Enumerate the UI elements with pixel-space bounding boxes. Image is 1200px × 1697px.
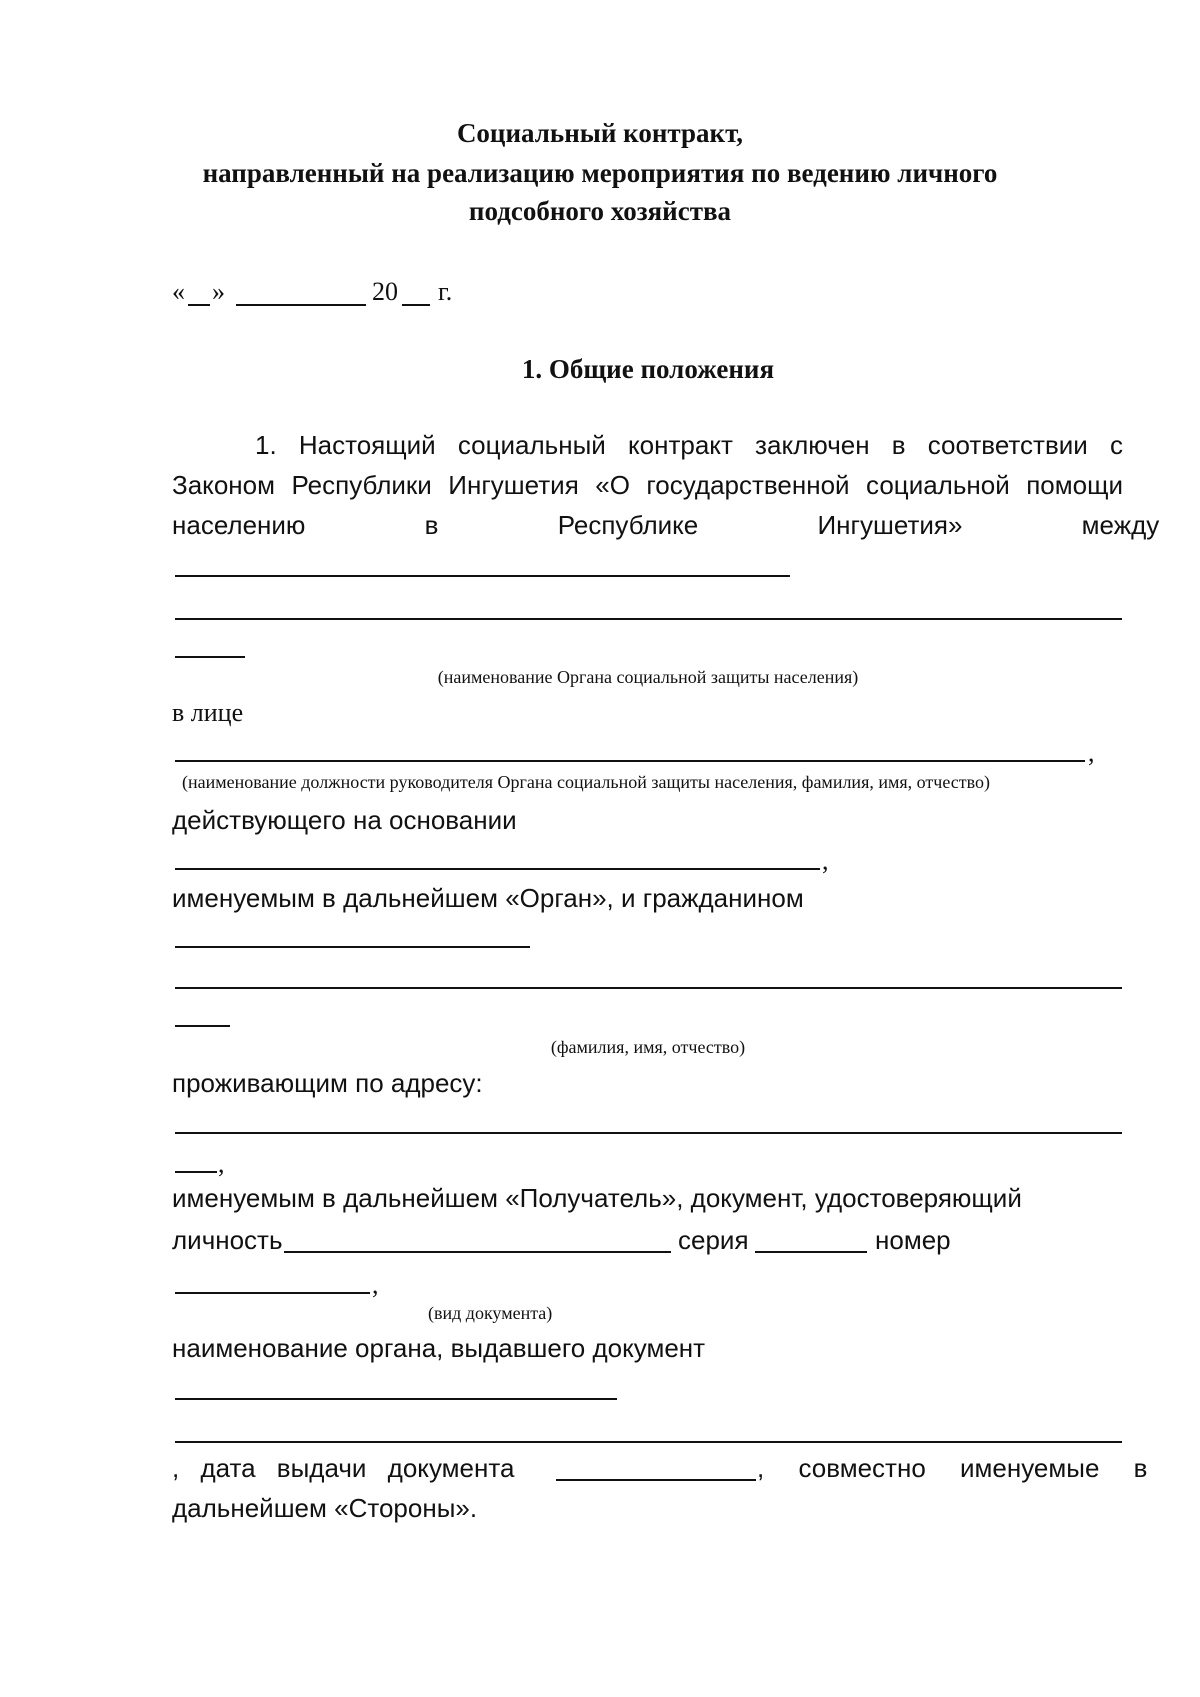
address-blank-2[interactable] xyxy=(175,1171,217,1173)
organ-name-blank-3[interactable] xyxy=(175,656,245,658)
label-living-at: проживающим по адресу: xyxy=(172,1068,483,1098)
label-lichnost: личность xyxy=(172,1225,283,1255)
para1-line-3: населению в Республике Ингушетия» между xyxy=(172,510,1160,540)
contract-title-line-1: Социальный контракт, xyxy=(456,118,744,148)
date-open-quote: « xyxy=(172,277,185,306)
contract-title-line-3: подсобного хозяйства xyxy=(468,196,732,226)
month-blank[interactable] xyxy=(236,304,366,306)
para1-line-1: 1. Настоящий социальный контракт заключен в соответствии с xyxy=(255,430,1123,460)
date-close-quote: » xyxy=(212,277,225,306)
day-blank[interactable] xyxy=(188,304,210,306)
doc-type-blank[interactable] xyxy=(284,1251,671,1253)
head-name-comma: , xyxy=(1088,738,1095,767)
para1-line-2: Законом Республики Ингушетия «О государственной социальной помощи xyxy=(172,470,1123,500)
year-prefix: 20 xyxy=(372,277,398,306)
label-v-litse: в лице xyxy=(172,698,244,727)
note-head-name: (наименование должности руководителя Органа социальной защиты населения, фамилия, имя, отчество) xyxy=(182,772,990,792)
issuer-blank-1[interactable] xyxy=(175,1398,617,1400)
issuer-blank-2[interactable] xyxy=(175,1441,1122,1443)
basis-blank[interactable] xyxy=(175,868,820,870)
citizen-name-blank-3[interactable] xyxy=(175,1025,230,1027)
note-organ-name: (наименование Органа социальной защиты населения) xyxy=(437,667,859,687)
basis-comma: , xyxy=(822,846,829,875)
citizen-name-blank-2[interactable] xyxy=(175,987,1122,989)
label-hereinafter-organ: именуемым в дальнейшем «Орган», и гражданином xyxy=(172,883,804,913)
doc-series-blank[interactable] xyxy=(755,1251,867,1253)
label-jointly: , совместно именуемые в xyxy=(757,1453,1148,1483)
note-doc-type: (вид документа) xyxy=(428,1303,553,1323)
label-issue-date: , дата выдачи документа xyxy=(172,1453,515,1483)
label-issuer: наименование органа, выдавшего документ xyxy=(172,1333,706,1363)
label-seria: серия xyxy=(678,1225,749,1255)
address-comma: , xyxy=(218,1149,225,1178)
issue-date-blank[interactable] xyxy=(556,1479,756,1481)
label-recipient: именуемым в дальнейшем «Получатель», документ, удостоверяющий xyxy=(172,1183,1022,1213)
doc-number-blank[interactable] xyxy=(175,1292,370,1294)
head-name-blank[interactable] xyxy=(175,760,1085,762)
year-blank[interactable] xyxy=(402,304,430,306)
year-suffix: г. xyxy=(438,277,453,306)
citizen-name-blank-1[interactable] xyxy=(175,946,530,948)
doc-number-comma: , xyxy=(372,1270,379,1299)
organ-name-blank-2[interactable] xyxy=(175,618,1122,620)
label-acting-on-basis: действующего на основании xyxy=(172,805,517,835)
address-blank-1[interactable] xyxy=(175,1132,1122,1134)
label-nomer: номер xyxy=(875,1225,951,1255)
section-heading: 1. Общие положения xyxy=(521,354,775,384)
contract-title-line-2: направленный на реализацию мероприятия по ведению личного xyxy=(202,158,998,188)
label-parties: дальнейшем «Стороны». xyxy=(172,1493,478,1523)
organ-name-blank-1[interactable] xyxy=(175,575,790,577)
note-fio: (фамилия, имя, отчество) xyxy=(550,1037,746,1057)
